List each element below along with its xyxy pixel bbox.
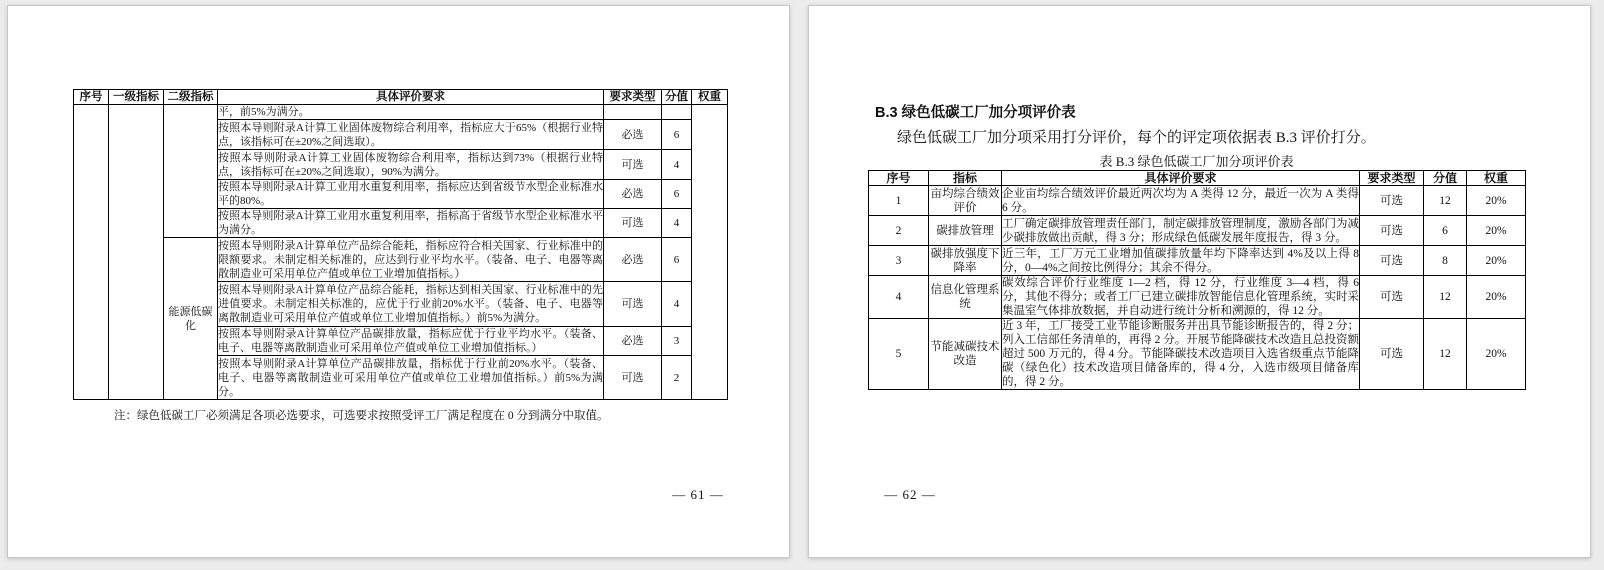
intro-paragraph: 绿色低碳工厂加分项采用打分评价，每个的评定项依据表 B.3 评价打分。 [897,130,1376,146]
req-type-cell: 可选 [604,150,662,180]
cell-serial-empty [74,105,109,400]
score-cell: 4 [662,209,692,238]
header-cell-requirement: 具体评价要求 [1002,171,1360,186]
page-number-61: — 61 — [672,487,724,502]
score-cell: 4 [662,282,692,327]
requirement-cell: 按照本导则附录A计算工业用水重复利用率，指标高于省级节水型企业标准水平为满分。 [218,210,603,236]
indicator-cell: 碳排放管理 [929,216,1002,246]
bonus-item-evaluation-table [868,170,1526,390]
header-cell-score: 分值 [662,90,692,105]
score-cell: 6 [662,180,692,209]
header-cell-indicator: 指标 [929,171,1002,186]
table-header-row [74,90,728,105]
requirement-cell: 按照本导则附录A计算单位产品碳排放量，指标应优于行业平均水平。（装备、电子、电器等离散制造业可采用单位产值或单位工业增加值指标。） [218,328,603,354]
table-row [869,186,1526,216]
header-cell-req-type: 要求类型 [604,90,662,105]
score-cell: 6 [662,120,692,150]
table-caption-b3: 表 B.3 绿色低碳工厂加分项评价表 [1099,154,1294,169]
table-row [74,105,728,120]
header-cell-weight: 权重 [692,90,728,105]
page-number-62: — 62 — [884,487,936,502]
serial-cell: 1 [869,186,929,216]
indicator-cell: 亩均综合绩效评价 [930,187,1000,214]
header-cell-erji-zhibiao: 二级指标 [164,90,218,105]
weight-cell: 20% [1467,216,1526,246]
header-cell-req-type: 要求类型 [1360,171,1424,186]
table-row [869,319,1526,390]
page-61 [7,5,790,558]
requirement-cell: 企业亩均综合绩效评价最近两次均为 A 类得 12 分，最近一次为 A 类得 6 分。 [1002,187,1359,214]
header-cell-yiji-zhibiao: 一级指标 [109,90,164,105]
evaluation-table-continued [73,89,728,400]
req-type-cell: 可选 [1360,186,1424,216]
weight-cell: 20% [1467,276,1526,319]
table-footnote: 注：绿色低碳工厂必须满足各项必选要求，可选要求按照受评工厂满足程度在 0 分到满分中取值。 [114,410,609,422]
header-cell-xuhao: 序号 [74,90,109,105]
requirement-cell: 按照本导则附录A计算工业固体废物综合利用率，指标达到73%（根据行业特点，该指标可在±20%之间选取），90%为满分。 [218,151,603,178]
serial-cell: 5 [869,319,929,390]
requirement-cell: 近三年，工厂万元工业增加值碳排放量年均下降率达到 4%及以上得 8 分，0—4%之间按比例得分；其余不得分。 [1002,247,1359,274]
score-cell: 6 [1424,216,1467,246]
req-type-cell: 可选 [604,356,662,400]
page-62 [808,5,1591,558]
header-cell-requirement: 具体评价要求 [218,90,604,105]
serial-cell: 3 [869,246,929,276]
cell-level2-indicator-energy: 能源低碳化 [164,238,218,400]
score-cell: 8 [1424,246,1467,276]
score-cell: 3 [662,327,692,356]
requirement-cell: 工厂确定碳排放管理责任部门，制定碳排放管理制度，激励各部门为减少碳排放做出贡献，得 3 分；形成绿色低碳发展年度报告，得 3 分。 [1002,217,1359,244]
score-cell [662,105,692,120]
table-row [869,276,1526,319]
indicator-cell: 碳排放强度下降率 [930,247,1000,274]
req-type-cell: 可选 [604,209,662,238]
serial-cell: 4 [869,276,929,319]
serial-cell: 2 [869,216,929,246]
table-row [869,246,1526,276]
weight-cell: 20% [1467,246,1526,276]
table-row [869,216,1526,246]
req-type-cell: 必选 [604,238,662,282]
score-cell: 6 [662,238,692,282]
cell-weight-empty [692,105,728,400]
requirement-cell: 平，前5%为满分。 [218,105,604,120]
requirement-cell: 碳效综合评价行业维度 1—2 档，得 12 分，行业维度 3—4 档，得 6 分，其他不得分；或者工厂已建立碳排放智能信息化管理系统，实时采集温室气体排放数据，并自动进行统计分析和溯源的，得 12 分。 [1002,277,1359,317]
requirement-cell: 按照本导则附录A计算工业固体废物综合利用率，指标应大于65%（根据行业特点，该指标可在±20%之间选取）。 [218,121,603,148]
req-type-cell: 必选 [604,180,662,209]
score-cell: 4 [662,150,692,180]
req-type-cell: 可选 [1360,276,1424,319]
requirement-cell: 按照本导则附录A计算单位产品综合能耗，指标应符合相关国家、行业标准中的限额要求。未制定相关标准的，应达到行业平均水平。（装备、电子、电器等离散制造业可采用单位产值或单位工业增加值指标。） [218,239,603,280]
req-type-cell: 可选 [604,282,662,327]
indicator-cell: 节能减碳技术改造 [929,319,1002,390]
score-cell: 2 [662,356,692,400]
score-cell: 12 [1424,319,1467,390]
score-cell: 12 [1424,186,1467,216]
req-type-cell: 必选 [604,327,662,356]
req-type-cell: 必选 [604,120,662,150]
table-row [74,238,728,282]
header-cell-xuhao: 序号 [869,171,929,186]
requirement-cell: 按照本导则附录A计算单位产品碳排放量，指标优于行业前20%水平。（装备、电子、电器等离散制造业可采用单位产值或单位工业增加值指标。）前5%为满分。 [218,357,603,398]
weight-cell: 20% [1467,319,1526,390]
header-cell-weight: 权重 [1467,171,1526,186]
table-header-row [869,171,1526,186]
requirement-cell: 按照本导则附录A计算单位产品综合能耗，指标达到相关国家、行业标准中的先进值要求。未制定相关标准的，应优于行业前20%水平。（装备、电子、电器等离散制造业可采用单位产值或单位工业增加值指标。）前5%为满分。 [218,282,604,327]
req-type-cell: 可选 [1360,319,1424,390]
weight-cell: 20% [1467,186,1526,216]
cell-level2-indicator-empty [164,105,218,238]
cell-level1-indicator-empty [109,105,164,400]
indicator-cell: 信息化管理系统 [929,276,1002,319]
requirement-cell: 近 3 年，工厂接受工业节能诊断服务并出具节能诊断报告的，得 2 分；列入工信部任务清单的，再得 2 分。开展节能降碳技术改造且总投资额超过 500 万元的，得 4 分。节能降碳技术改造项目入选省级重点节能降碳（绿色化）技术改造项目储备库的，得 4 分，入选市级项目储备库的，得 2 分。 [1002,320,1359,388]
req-type-cell: 可选 [1360,246,1424,276]
req-type-cell [604,105,662,120]
section-heading-b3: B.3 绿色低碳工厂加分项评价表 [875,105,1076,121]
requirement-cell: 按照本导则附录A计算工业用水重复利用率，指标应达到省级节水型企业标准水平的80%。 [218,181,603,207]
score-cell: 12 [1424,276,1467,319]
header-cell-score: 分值 [1424,171,1467,186]
req-type-cell: 可选 [1360,216,1424,246]
